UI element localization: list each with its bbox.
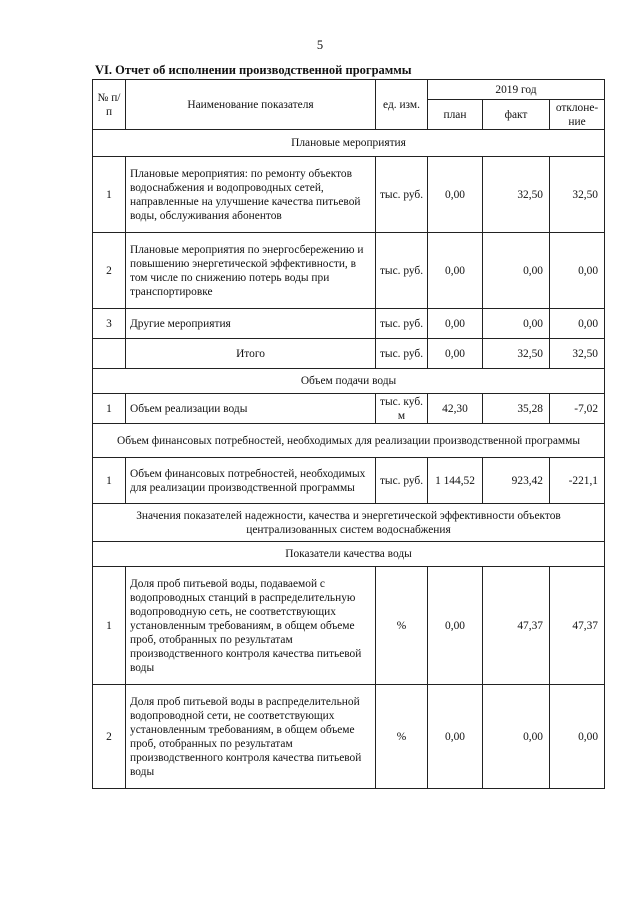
table-header-row — [93, 80, 605, 100]
page-number: 5 — [316, 38, 324, 52]
table-row — [93, 233, 605, 309]
row-num: 1 — [93, 394, 126, 424]
row-unit: тыс. куб. м — [376, 394, 428, 424]
row-name: Доля проб питьевой воды, подаваемой с водопроводных станций в распределительную водопроводную сеть, не соответствующих установленным требованиям, в общем объеме проб, отобранных по результатам производственного контроля качества питьевой воды — [126, 567, 376, 685]
section-title-quality: Показатели качества воды — [93, 542, 605, 567]
table-row — [93, 567, 605, 685]
row-deviation: -7,02 — [550, 394, 605, 424]
row-plan: 0,00 — [428, 309, 483, 339]
row-plan: 42,30 — [428, 394, 483, 424]
col-header-plan: план — [428, 100, 483, 130]
section-title-finance: Объем финансовых потребностей, необходимых для реализации производственной программы — [93, 424, 605, 458]
col-header-name: Наименование показателя — [126, 80, 376, 130]
row-num: 1 — [93, 157, 126, 233]
section-title-supply: Объем подачи воды — [93, 369, 605, 394]
col-header-year: 2019 год — [428, 80, 605, 100]
row-plan: 0,00 — [428, 157, 483, 233]
row-fact: 47,37 — [483, 567, 550, 685]
section-title-planned: Плановые мероприятия — [93, 130, 605, 157]
table-row — [93, 309, 605, 339]
row-deviation: 0,00 — [550, 309, 605, 339]
row-plan: 0,00 — [428, 567, 483, 685]
section-row-supply — [93, 369, 605, 394]
row-deviation: 32,50 — [550, 157, 605, 233]
row-fact: 923,42 — [483, 458, 550, 504]
table-row — [93, 394, 605, 424]
total-label: Итого — [126, 339, 376, 369]
col-header-num: № п/п — [93, 80, 126, 130]
row-unit: % — [376, 567, 428, 685]
table-row — [93, 458, 605, 504]
row-num: 3 — [93, 309, 126, 339]
row-deviation: 0,00 — [550, 685, 605, 789]
row-num: 1 — [93, 567, 126, 685]
row-unit: % — [376, 685, 428, 789]
section-title-indicators: Значения показателей надежности, качества и энергетической эффективности объектов централизованных систем водоснабжения — [93, 504, 605, 542]
total-num-empty — [93, 339, 126, 369]
row-num: 1 — [93, 458, 126, 504]
total-plan: 0,00 — [428, 339, 483, 369]
total-row — [93, 339, 605, 369]
row-unit: тыс. руб. — [376, 233, 428, 309]
row-unit: тыс. руб. — [376, 309, 428, 339]
table-row — [93, 157, 605, 233]
col-header-deviation: отклоне-ние — [550, 100, 605, 130]
row-unit: тыс. руб. — [376, 458, 428, 504]
row-deviation: 0,00 — [550, 233, 605, 309]
row-plan: 1 144,52 — [428, 458, 483, 504]
row-fact: 35,28 — [483, 394, 550, 424]
row-name: Объем финансовых потребностей, необходимых для реализации производственной программы — [126, 458, 376, 504]
row-deviation: -221,1 — [550, 458, 605, 504]
row-num: 2 — [93, 233, 126, 309]
row-fact: 32,50 — [483, 157, 550, 233]
row-name: Плановые мероприятия по энергосбережению и повышению энергетической эффективности, в том числе по снижению потерь воды при транспортировке — [126, 233, 376, 309]
section-title: VI. Отчет об исполнении производственной программы — [95, 63, 412, 77]
report-table — [92, 79, 605, 789]
row-plan: 0,00 — [428, 685, 483, 789]
section-row-planned — [93, 130, 605, 157]
section-row-finance — [93, 424, 605, 458]
col-header-fact: факт — [483, 100, 550, 130]
total-fact: 32,50 — [483, 339, 550, 369]
row-name: Доля проб питьевой воды в распределительной водопроводной сети, не соответствующих установленным требованиям, в общем объеме проб, отобранных по результатам производственного контроля качества питьевой воды — [126, 685, 376, 789]
col-header-unit: ед. изм. — [376, 80, 428, 130]
section-row-indicators — [93, 504, 605, 542]
row-num: 2 — [93, 685, 126, 789]
row-fact: 0,00 — [483, 685, 550, 789]
row-name: Плановые мероприятия: по ремонту объектов водоснабжения и водопроводных сетей, направленные на улучшение качества питьевой воды, обслуживания абонентов — [126, 157, 376, 233]
row-name: Другие мероприятия — [126, 309, 376, 339]
row-unit: тыс. руб. — [376, 157, 428, 233]
row-fact: 0,00 — [483, 309, 550, 339]
row-name: Объем реализации воды — [126, 394, 376, 424]
total-unit: тыс. руб. — [376, 339, 428, 369]
section-row-quality — [93, 542, 605, 567]
row-fact: 0,00 — [483, 233, 550, 309]
row-plan: 0,00 — [428, 233, 483, 309]
table-row — [93, 685, 605, 789]
total-deviation: 32,50 — [550, 339, 605, 369]
row-deviation: 47,37 — [550, 567, 605, 685]
